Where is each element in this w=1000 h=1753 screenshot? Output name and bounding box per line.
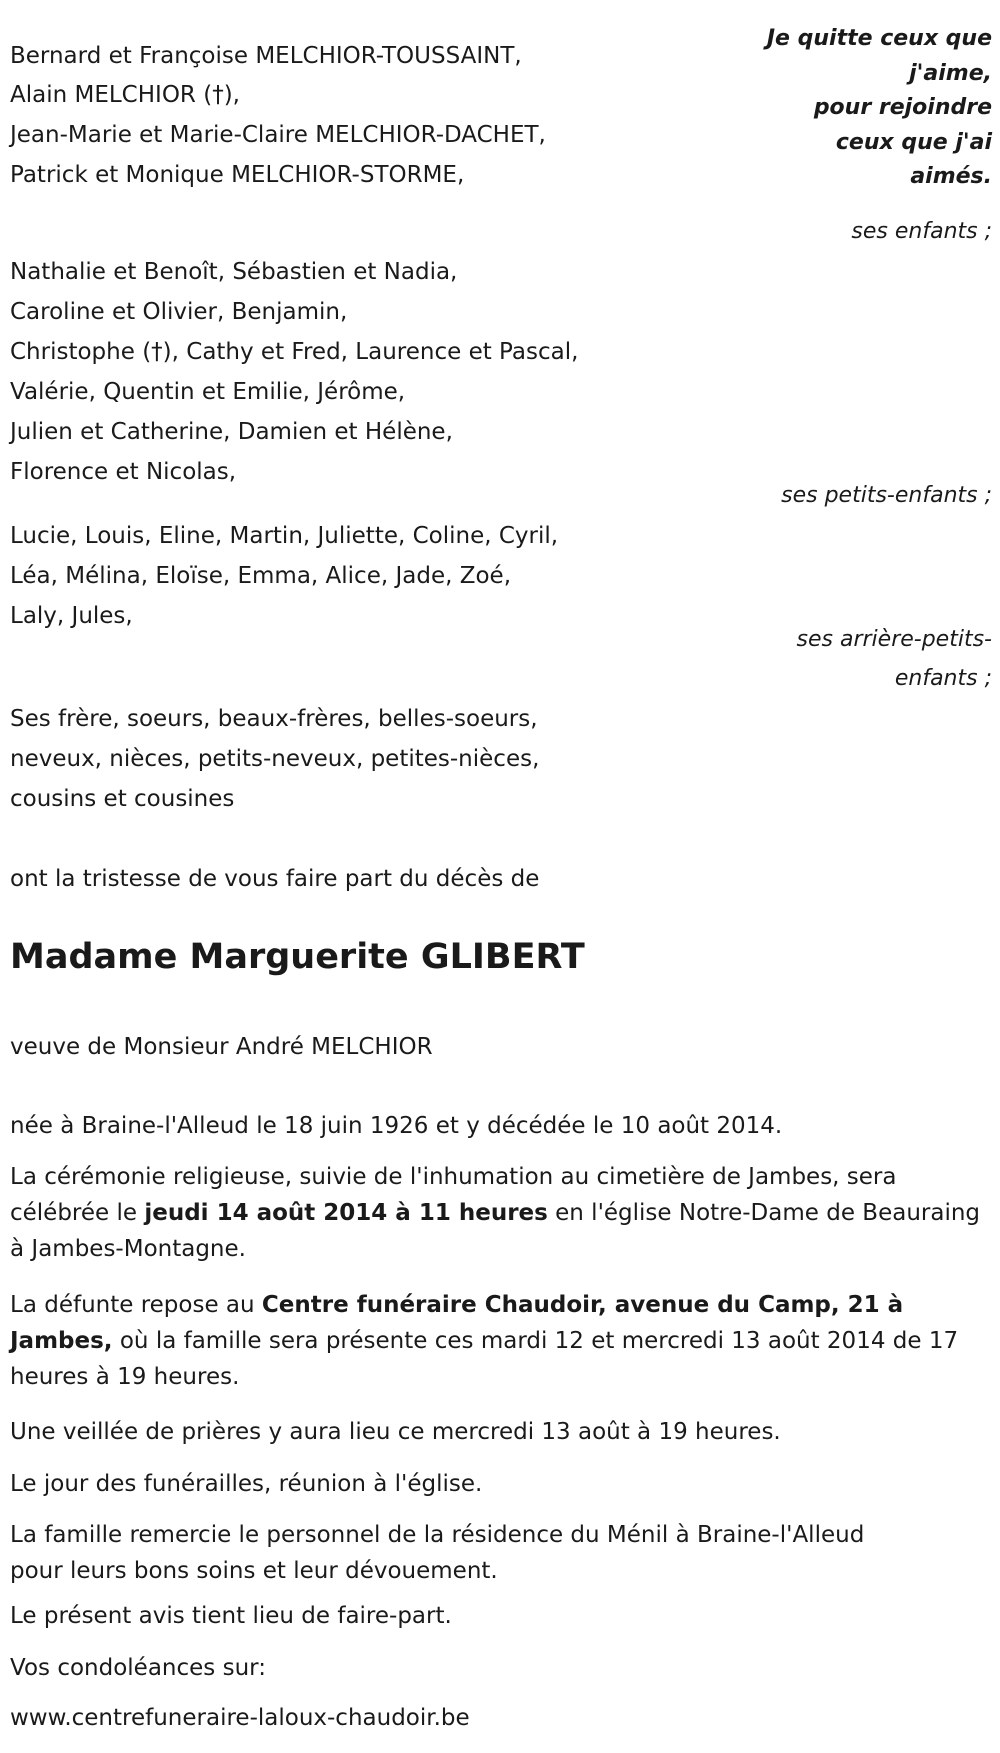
- grandchildren-line: Valérie, Quentin et Emilie, Jérôme,: [10, 379, 406, 405]
- grandchildren-line: Florence et Nicolas,: [10, 459, 237, 485]
- deceased-name: Madame Marguerite GLIBERT: [10, 937, 585, 977]
- ceremony-text: La cérémonie religieuse, suivie de l'inhumation au cimetière de Jambes, sera célébrée le: [10, 1164, 897, 1226]
- quote-line: aimés.: [910, 164, 992, 189]
- quote-line: pour rejoindre: [813, 95, 992, 120]
- grandchildren-label: ses petits-enfants ;: [781, 483, 992, 508]
- vigil-text: Une veillée de prières y aura lieu ce mercredi 13 août à 19 heures.: [10, 1419, 781, 1445]
- birth-death-text: née à Braine-l'Alleud le 18 juin 1926 et y décédée le 10 août 2014.: [10, 1113, 783, 1139]
- children-label: ses enfants ;: [851, 219, 992, 244]
- great-grandchildren-label: ses arrière-petits-: [796, 627, 992, 652]
- great-grandchildren-line: Lucie, Louis, Eline, Martin, Juliette, Coline, Cyril,: [10, 523, 559, 549]
- grandchildren-line: Julien et Catherine, Damien et Hélène,: [10, 419, 453, 445]
- grandchildren-line: Nathalie et Benoît, Sébastien et Nadia,: [10, 259, 458, 285]
- condolences-text: Vos condoléances sur:: [10, 1655, 266, 1681]
- announcement-text: ont la tristesse de vous faire part du décès de: [10, 866, 540, 892]
- grandchildren-line: Christophe (†), Cathy et Fred, Laurence et Pascal,: [10, 339, 579, 365]
- rest-text: La défunte repose au: [10, 1292, 262, 1318]
- family-line: Ses frère, soeurs, beaux-frères, belles-soeurs,: [10, 706, 538, 732]
- family-line: cousins et cousines: [10, 786, 235, 812]
- quote-line: ceux que j'ai: [835, 129, 992, 155]
- quote-line: j'aime,: [909, 60, 992, 86]
- meeting-text: Le jour des funérailles, réunion à l'église.: [10, 1471, 483, 1497]
- grandchildren-line: Caroline et Olivier, Benjamin,: [10, 299, 348, 325]
- ceremony-place: en l'église Notre-Dame de Beauraing à Jambes-Montagne.: [10, 1200, 981, 1262]
- children-line: Alain MELCHIOR (†),: [10, 82, 240, 108]
- epigraph-quote: [732, 22, 992, 195]
- funeral-home: Centre funéraire Chaudoir, avenue du Camp, 21 à Jambes,: [10, 1292, 904, 1354]
- visiting-hours: où la famille sera présente ces mardi 12 et mercredi 13 août 2014 de 17 heures à 19 heures.: [10, 1328, 959, 1390]
- quote-line: Je quitte ceux que: [766, 26, 992, 51]
- ceremony-paragraph: [10, 1159, 995, 1267]
- great-grandchildren-line: Laly, Jules,: [10, 603, 133, 629]
- children-line: Patrick et Monique MELCHIOR-STORME,: [10, 162, 465, 188]
- children-line: Bernard et Françoise MELCHIOR-TOUSSAINT,: [10, 43, 522, 69]
- rest-paragraph: [10, 1287, 995, 1395]
- great-grandchildren-label: enfants ;: [894, 666, 992, 691]
- great-grandchildren-line: Léa, Mélina, Eloïse, Emma, Alice, Jade, Zoé,: [10, 563, 512, 589]
- widow-text: veuve de Monsieur André MELCHIOR: [10, 1034, 433, 1060]
- ceremony-date: jeudi 14 août 2014 à 11 heures: [144, 1200, 548, 1226]
- notice-text: Le présent avis tient lieu de faire-part.: [10, 1603, 452, 1629]
- family-line: neveux, nièces, petits-neveux, petites-nièces,: [10, 746, 540, 772]
- thanks-paragraph: La famille remercie le personnel de la résidence du Ménil à Braine-l'Alleud pour leurs bons soins et leur dévouement.: [10, 1522, 865, 1584]
- website-link[interactable]: www.centrefuneraire-laloux-chaudoir.be: [10, 1705, 470, 1731]
- children-line: Jean-Marie et Marie-Claire MELCHIOR-DACHET,: [10, 122, 546, 148]
